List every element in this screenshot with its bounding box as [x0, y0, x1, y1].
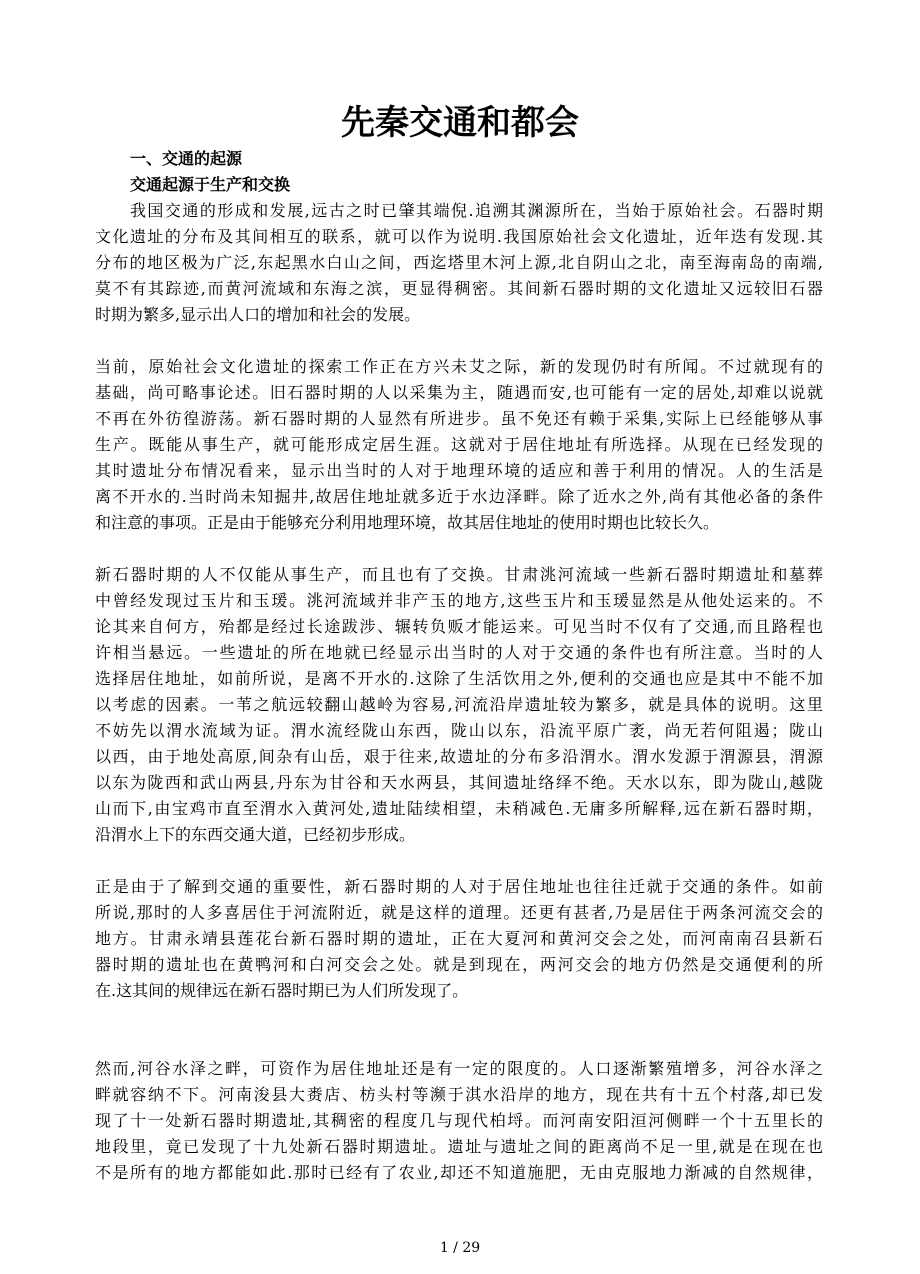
- text-line: 分布的地区极为广泛,东起黑水白山之间，西迄塔里木河上源,北自阴山之北，南至海南岛的南端,: [95, 253, 823, 272]
- paragraph-2: [95, 354, 823, 536]
- text-line: 然而,河谷水泽之畔，可资作为居住地址还是有一定的限度的。人口逐渐繁殖增多，河谷水泽之: [95, 1059, 823, 1078]
- text-line: 山而下,由宝鸡市直至渭水入黄河处,遗址陆续相望，未稍减色.无庸多所解释,远在新石器时期，: [95, 799, 823, 818]
- text-line: 中曾经发现过玉片和玉瑗。洮河流域并非产玉的地方,这些玉片和玉瑗显然是从他处运来的。不: [95, 591, 823, 610]
- text-line: 时期为繁多,显示出人口的增加和社会的发展。: [95, 305, 421, 324]
- text-line: 不是所有的地方都能如此.那时已经有了农业,却还不知道施肥，无由克服地力渐减的自然规律，: [95, 1163, 823, 1182]
- section-heading: 一、交通的起源: [130, 149, 243, 168]
- text-line: 新石器时期的人不仅能从事生产，而且也有了交换。甘肃洮河流域一些新石器时期遗址和墓葬: [95, 565, 823, 584]
- text-line: 生产。既能从事生产，就可能形成定居生涯。这就对于居住地址有所选择。从现在已经发现的: [95, 435, 823, 454]
- text-line: 以东为陇西和武山两县,丹东为甘谷和天水两县，其间遗址络绎不绝。天水以东，即为陇山,越陇: [95, 773, 823, 792]
- text-line: 沿渭水上下的东西交通大道，已经初步形成。: [95, 825, 416, 844]
- text-line: 我国交通的形成和发展,远古之时已肇其端倪.追溯其渊源所在，当始于原始社会。石器时期: [95, 201, 823, 220]
- text-line: 器时期的遗址也在黄鸭河和白河交会之处。就是到现在，两河交会的地方仍然是交通便利的所: [95, 955, 823, 974]
- text-line: 文化遗址的分布及其间相互的联系，就可以作为说明.我国原始社会文化遗址，近年迭有发现.其: [95, 227, 823, 246]
- text-line: 当前，原始社会文化遗址的探索工作正在方兴未艾之际，新的发现仍时有所闻。不过就现有的: [95, 357, 823, 376]
- text-line: 地方。甘肃永靖县莲花台新石器时期的遗址，正在大夏河和黄河交会之处，而河南南召县新石: [95, 929, 823, 948]
- paragraph-1: [95, 198, 823, 328]
- paragraph-4: [95, 874, 823, 1004]
- text-line: 在.这其间的规律远在新石器时期已为人们所发现了。: [95, 981, 469, 1000]
- subsection-heading: 交通起源于生产和交换: [130, 175, 291, 194]
- text-line: 畔就容纳不下。河南浚县大赉店、枋头村等濒于淇水沿岸的地方，现在共有十五个村落,却已发: [95, 1085, 823, 1104]
- text-line: 论其来自何方，殆都是经过长途跋涉、辗转负贩才能运来。可见当时不仅有了交通,而且路程也: [95, 617, 823, 636]
- text-line: 以西，由于地处高原,间杂有山岳，艰于往来,故遗址的分布多沿渭水。渭水发源于渭源县，渭源: [95, 747, 823, 766]
- text-line: 现了十一处新石器时期遗址,其稠密的程度几与现代柏埒。而河南安阳洹河侧畔一个十五里长的: [95, 1111, 823, 1130]
- text-line: 不妨先以渭水流域为证。渭水流经陇山东西，陇山以东，沿流平原广袤，尚无若何阻遏；陇山: [95, 721, 823, 740]
- document-title: 先秦交通和都会: [341, 103, 579, 143]
- text-line: 所说,那时的人多喜居住于河流附近，就是这样的道理。还更有甚者,乃是居住于两条河流交会的: [95, 903, 823, 922]
- text-line: 正是由于了解到交通的重要性，新石器时期的人对于居住地址也往往迁就于交通的条件。如前: [95, 877, 823, 896]
- text-line: 不再在外彷徨游荡。新石器时期的人显然有所进步。虽不免还有赖于采集,实际上已经能够从事: [95, 409, 823, 428]
- text-line: 以考虑的因素。一苇之航远较翻山越岭为容易,河流沿岸遗址较为繁多，就是具体的说明。这里: [95, 695, 823, 714]
- text-line: 其时遗址分布情况看来，显示出当时的人对于地理环境的适应和善于利用的情况。人的生活是: [95, 461, 823, 480]
- text-line: 莫不有其踪迹,而黄河流域和东海之滨，更显得稠密。其间新石器时期的文化遗址又远较旧石器: [95, 279, 823, 298]
- paragraph-3: [95, 562, 823, 848]
- text-line: 基础，尚可略事论述。旧石器时期的人以采集为主，随遇而安,也可能有一定的居处,却难以说就: [95, 383, 823, 402]
- paragraph-5: [95, 1056, 823, 1186]
- page-number: 1 / 29: [439, 1240, 481, 1256]
- text-line: 选择居住地址，如前所说，是离不开水的.这除了生活饮用之外,便利的交通也应是其中不能不加: [95, 669, 823, 688]
- text-line: 许相当悬远。一些遗址的所在地就已经显示出当时的人对于交通的条件也有所注意。当时的人: [95, 643, 823, 662]
- text-line: 地段里，竟已发现了十九处新石器时期遗址。遗址与遗址之间的距离尚不足一里,就是在现在也: [95, 1137, 823, 1156]
- text-line: 和注意的事项。正是由于能够充分利用地理环境，故其居住地址的使用时期也比较长久。: [95, 513, 720, 532]
- text-line: 离不开水的.当时尚未知掘井,故居住地址就多近于水边泽畔。除了近水之外,尚有其他必备的条件: [95, 487, 823, 506]
